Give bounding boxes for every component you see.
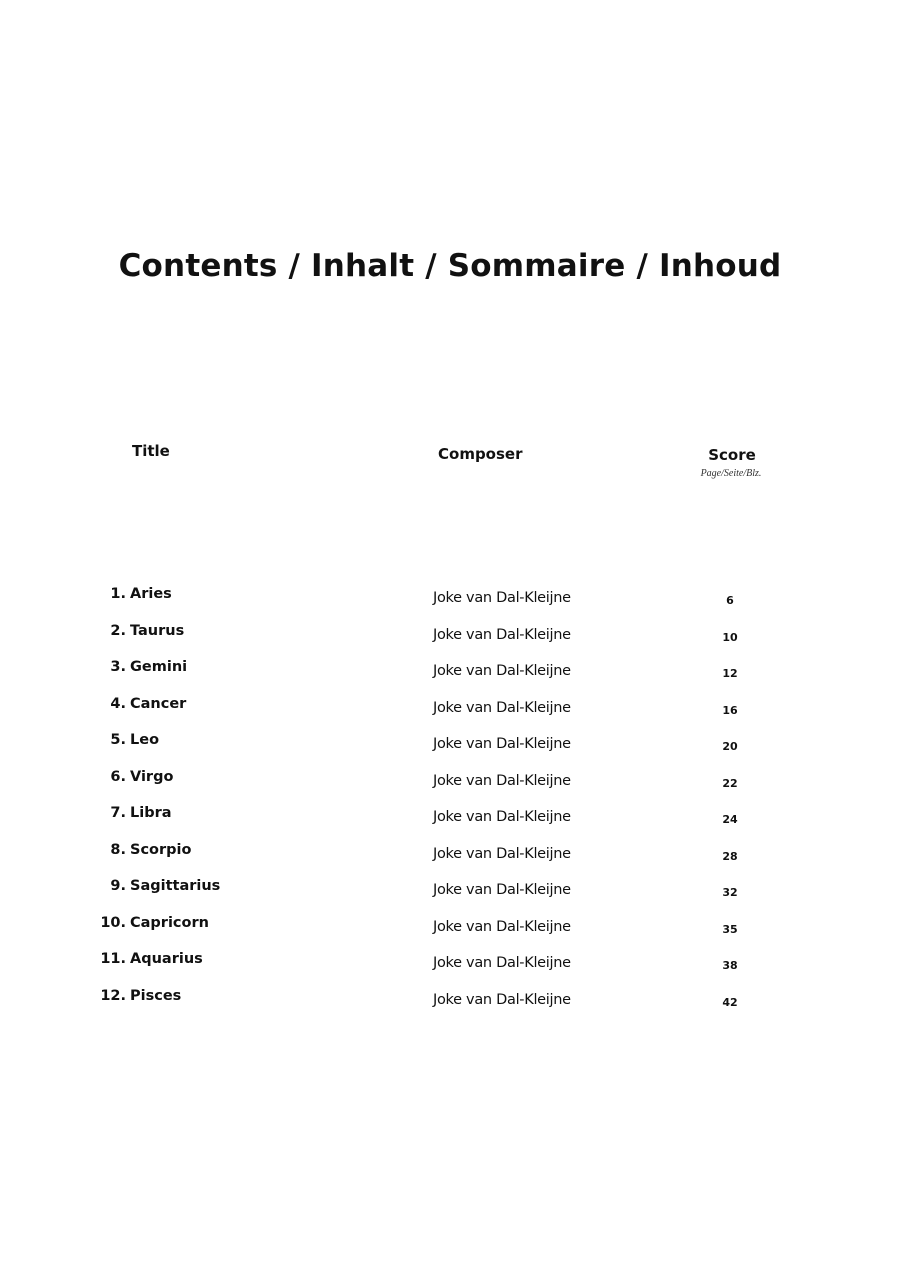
entry-number: 1. — [110, 586, 126, 602]
entry-composer: Joke van Dal-Kleijne — [433, 845, 571, 862]
entry-number: 4. — [110, 695, 126, 712]
column-header-score-subtitle: Page/Seite/Blz. — [700, 468, 762, 479]
entry-page: 20 — [722, 740, 738, 753]
table-row — [0, 623, 900, 660]
table-row — [0, 696, 900, 733]
entry-title — [88, 586, 212, 602]
table-row — [0, 769, 900, 806]
entry-composer: Joke van Dal-Kleijne — [433, 626, 571, 643]
entry-number: 9. — [110, 878, 126, 894]
entry-page: 32 — [722, 886, 738, 899]
entry-title — [88, 842, 212, 858]
entry-title — [88, 696, 212, 712]
entry-title — [88, 769, 212, 785]
entry-number: 3. — [110, 659, 126, 675]
entry-number: 6. — [110, 768, 126, 785]
entry-title-text: Pisces — [130, 987, 182, 1004]
entry-number: 11. — [100, 951, 126, 967]
entry-page: 28 — [722, 849, 738, 863]
entry-title-text: Sagittarius — [130, 878, 221, 894]
table-row — [0, 842, 900, 879]
entry-title — [88, 659, 212, 675]
entry-title — [88, 951, 212, 967]
entry-number: 12. — [100, 987, 126, 1004]
entry-composer: Joke van Dal-Kleijne — [433, 991, 571, 1008]
entry-page: 24 — [722, 813, 738, 826]
column-header-score: Score — [708, 446, 756, 464]
entry-composer: Joke van Dal-Kleijne — [433, 882, 571, 898]
page-title: Contents / Inhalt / Sommaire / Inhoud — [118, 248, 782, 284]
entry-composer: Joke van Dal-Kleijne — [433, 736, 571, 752]
entry-number: 2. — [110, 622, 126, 639]
entry-page: 38 — [722, 959, 738, 972]
table-row — [0, 805, 900, 842]
entry-title-text: Cancer — [130, 695, 187, 712]
entry-title — [88, 878, 221, 894]
entry-title-text: Leo — [130, 732, 160, 748]
entry-number: 7. — [110, 805, 126, 821]
entry-composer: Joke van Dal-Kleijne — [433, 772, 571, 789]
table-row — [0, 659, 900, 696]
entry-composer: Joke van Dal-Kleijne — [433, 955, 571, 971]
entry-number: 8. — [110, 841, 126, 858]
entry-title-text: Libra — [130, 805, 172, 821]
table-row — [0, 878, 900, 915]
entry-number: 10. — [100, 914, 126, 931]
entry-title — [88, 623, 212, 639]
entry-title-text: Virgo — [130, 768, 174, 785]
entry-page: 10 — [722, 630, 738, 644]
contents-table — [0, 586, 900, 1024]
entry-title-text: Taurus — [130, 622, 185, 639]
column-header-composer: Composer — [438, 445, 523, 463]
entry-title — [88, 732, 212, 748]
entry-composer: Joke van Dal-Kleijne — [433, 663, 571, 679]
entry-composer: Joke van Dal-Kleijne — [433, 918, 571, 935]
entry-number: 5. — [110, 732, 126, 748]
entry-page: 6 — [726, 594, 734, 607]
entry-title-text: Gemini — [130, 659, 188, 675]
entry-composer: Joke van Dal-Kleijne — [433, 590, 571, 606]
entry-page: 35 — [722, 922, 738, 936]
entry-title — [88, 805, 212, 821]
entry-page: 12 — [722, 667, 738, 680]
entry-title-text: Aquarius — [130, 951, 203, 967]
table-row — [0, 586, 900, 623]
entry-composer: Joke van Dal-Kleijne — [433, 699, 571, 716]
entry-page: 16 — [722, 703, 738, 717]
table-row — [0, 988, 900, 1025]
table-row — [0, 732, 900, 769]
entry-title-text: Aries — [130, 586, 172, 602]
entry-title — [88, 915, 212, 931]
entry-title-text: Scorpio — [130, 841, 192, 858]
entry-composer: Joke van Dal-Kleijne — [433, 809, 571, 825]
entry-page: 42 — [722, 995, 738, 1009]
table-row — [0, 951, 900, 988]
entry-page: 22 — [722, 776, 738, 790]
entry-title — [88, 988, 212, 1004]
table-row — [0, 915, 900, 952]
column-header-title: Title — [132, 442, 170, 460]
entry-title-text: Capricorn — [130, 914, 209, 931]
